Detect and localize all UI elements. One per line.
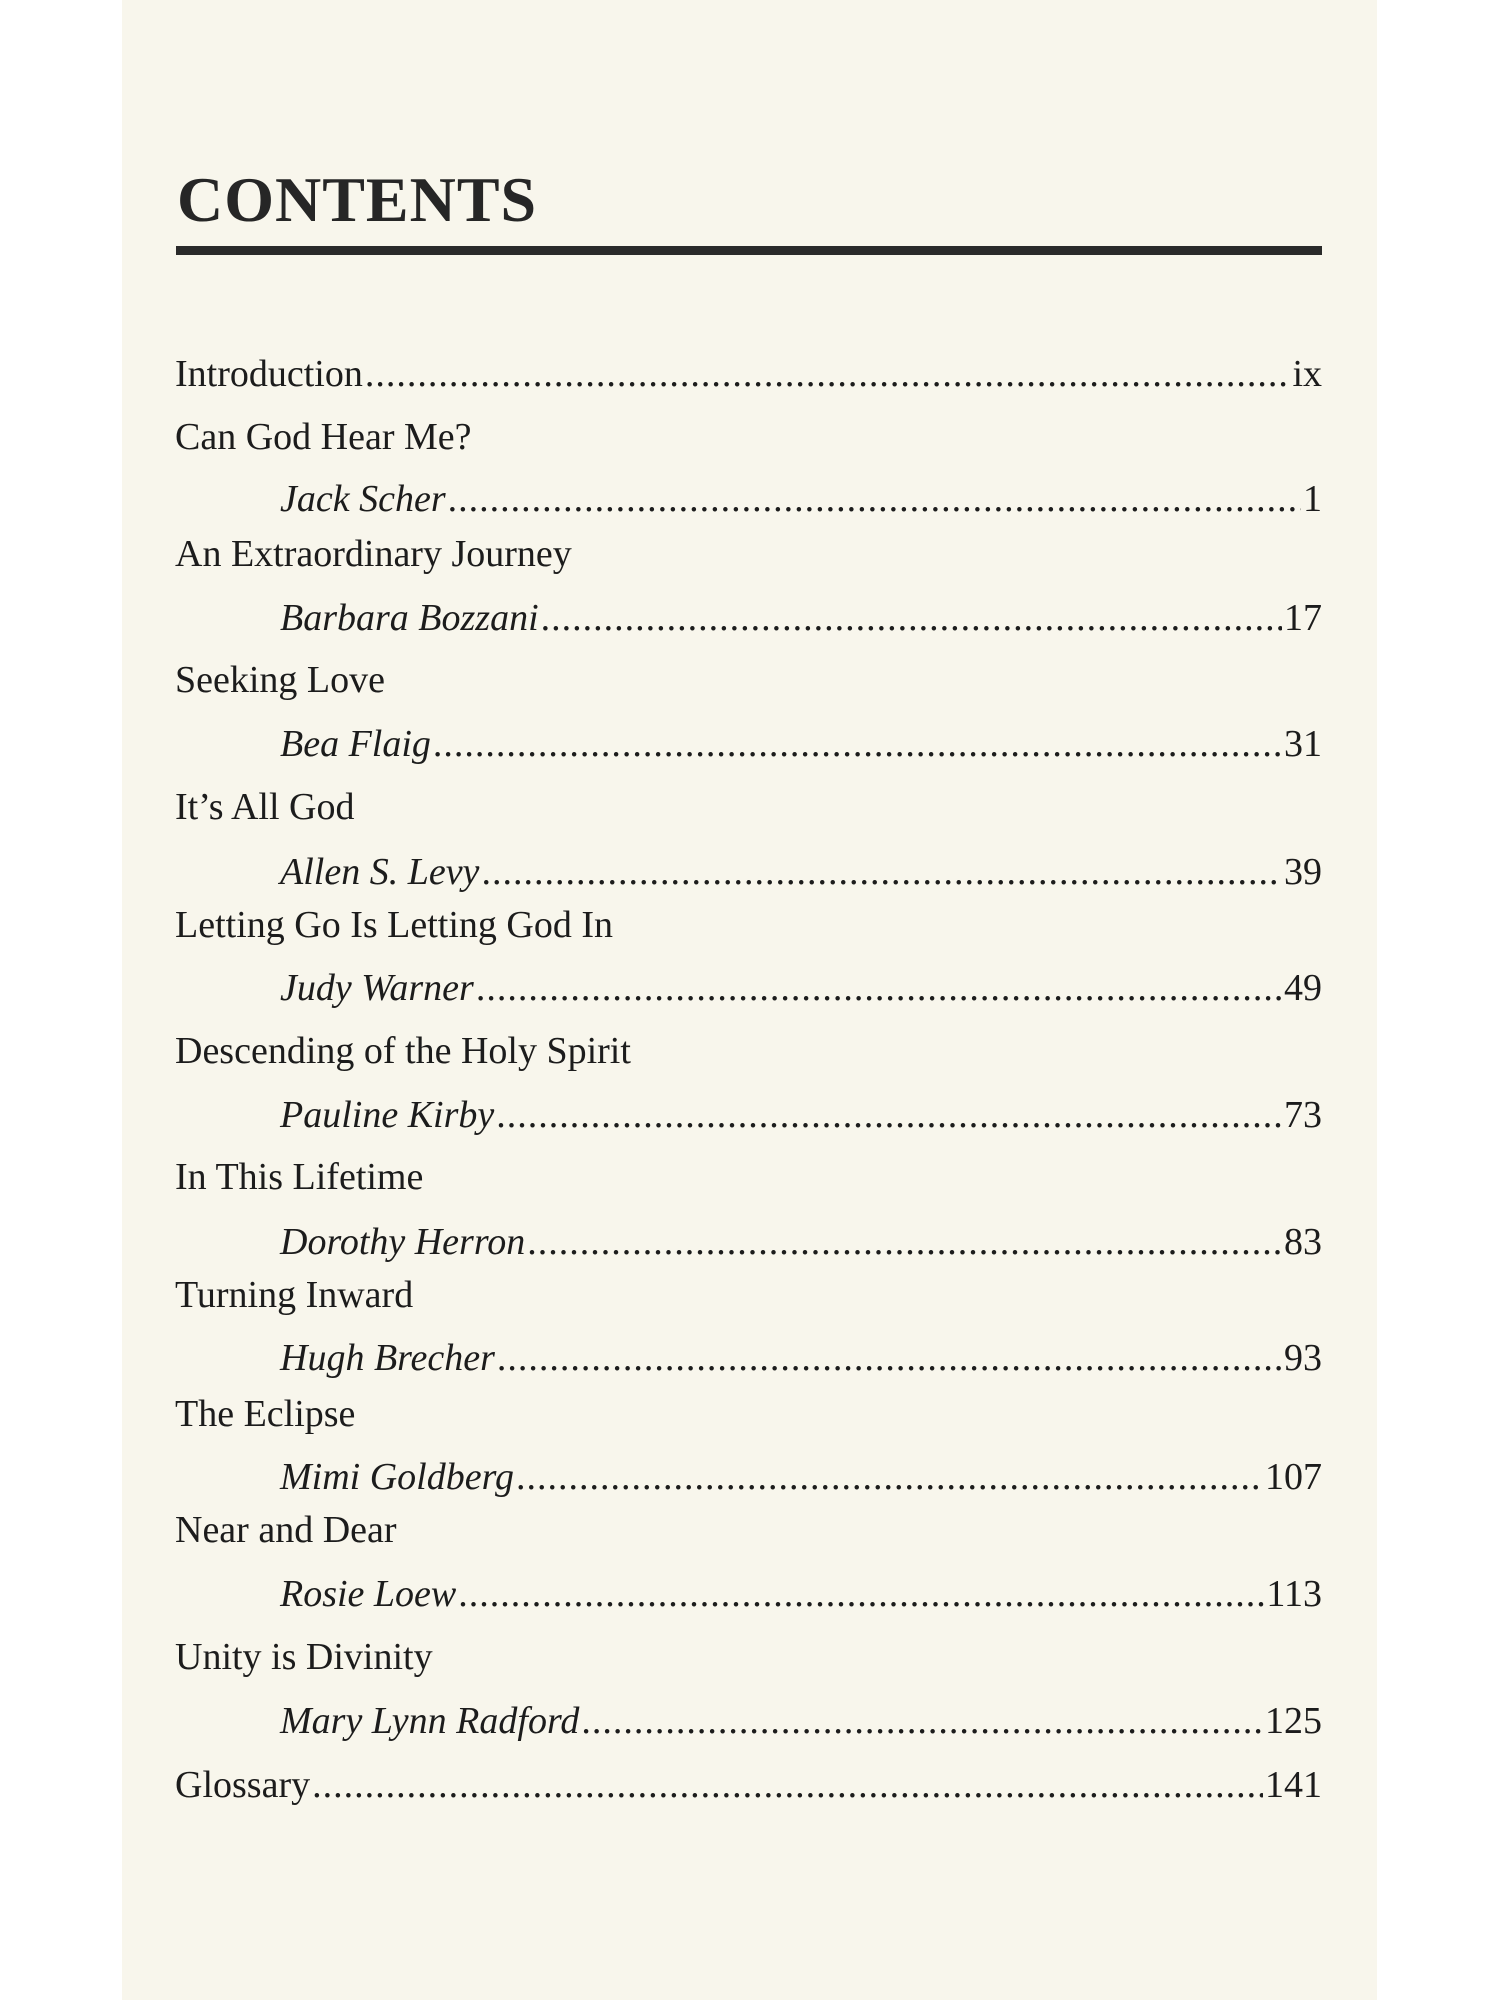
dot-leader — [541, 596, 1282, 640]
toc-page-number: 125 — [1265, 1700, 1322, 1742]
chapter-author: Mimi Goldberg — [280, 1456, 514, 1498]
dot-leader — [481, 850, 1282, 894]
chapter-author: Allen S. Levy — [280, 851, 480, 893]
toc-label: Introduction — [175, 353, 363, 395]
toc-entry — [280, 1220, 1322, 1264]
dot-leader — [448, 477, 1301, 521]
toc-page-number: 107 — [1265, 1456, 1322, 1498]
toc-page-number: 83 — [1284, 1221, 1322, 1263]
dot-leader — [476, 966, 1282, 1010]
chapter-title: Turning Inward — [175, 1274, 414, 1316]
toc-page-number: 113 — [1266, 1573, 1322, 1615]
toc-entry — [280, 596, 1322, 640]
chapter-title: Unity is Divinity — [175, 1636, 433, 1678]
chapter-title: Seeking Love — [175, 659, 386, 701]
chapter-title: Can God Hear Me? — [175, 416, 472, 458]
chapter-title: The Eclipse — [175, 1393, 356, 1435]
toc-label: Glossary — [175, 1764, 311, 1806]
toc-entry — [280, 1336, 1322, 1380]
toc-page-number: 17 — [1284, 597, 1322, 639]
chapter-author: Jack Scher — [280, 478, 446, 520]
dot-leader — [496, 1093, 1282, 1137]
chapter-title: Letting Go Is Letting God In — [175, 904, 613, 946]
toc-page-number: 141 — [1265, 1764, 1322, 1806]
chapter-title: Descending of the Holy Spirit — [175, 1030, 631, 1072]
dot-leader — [365, 352, 1291, 396]
dot-leader — [458, 1572, 1264, 1616]
title-rule — [176, 246, 1322, 255]
chapter-author: Rosie Loew — [280, 1573, 457, 1615]
toc-entry — [280, 1093, 1322, 1137]
toc-entry — [280, 1572, 1322, 1616]
chapter-author: Pauline Kirby — [280, 1094, 495, 1136]
chapter-title: In This Lifetime — [175, 1156, 424, 1198]
toc-page-number: 73 — [1284, 1094, 1322, 1136]
chapter-title: It’s All God — [175, 786, 355, 828]
chapter-author: Barbara Bozzani — [280, 597, 539, 639]
dot-leader — [433, 722, 1282, 766]
chapter-author: Mary Lynn Radford — [280, 1700, 580, 1742]
toc-page-number: ix — [1292, 353, 1322, 395]
toc-page-number: 31 — [1284, 723, 1322, 765]
chapter-author: Dorothy Herron — [280, 1221, 526, 1263]
toc-page-number: 39 — [1284, 851, 1322, 893]
chapter-title: An Extraordinary Journey — [175, 533, 572, 575]
toc-entry-glossary — [175, 1763, 1322, 1807]
dot-leader — [312, 1763, 1263, 1807]
chapter-author: Bea Flaig — [280, 723, 431, 765]
chapter-author: Hugh Brecher — [280, 1337, 495, 1379]
toc-entry — [280, 722, 1322, 766]
dot-leader — [516, 1455, 1263, 1499]
chapter-author: Judy Warner — [280, 967, 474, 1009]
dot-leader — [497, 1336, 1282, 1380]
toc-entry — [280, 1455, 1322, 1499]
chapter-title: Near and Dear — [175, 1509, 397, 1551]
dot-leader — [527, 1220, 1282, 1264]
dot-leader — [581, 1699, 1263, 1743]
toc-page-number: 1 — [1303, 478, 1322, 520]
toc-page-number: 93 — [1284, 1337, 1322, 1379]
page-title: CONTENTS — [177, 164, 538, 235]
toc-page-number: 49 — [1284, 967, 1322, 1009]
toc-entry — [280, 477, 1322, 521]
toc-entry — [280, 850, 1322, 894]
toc-entry-introduction — [175, 352, 1322, 396]
toc-entry — [280, 966, 1322, 1010]
toc-entry — [280, 1699, 1322, 1743]
